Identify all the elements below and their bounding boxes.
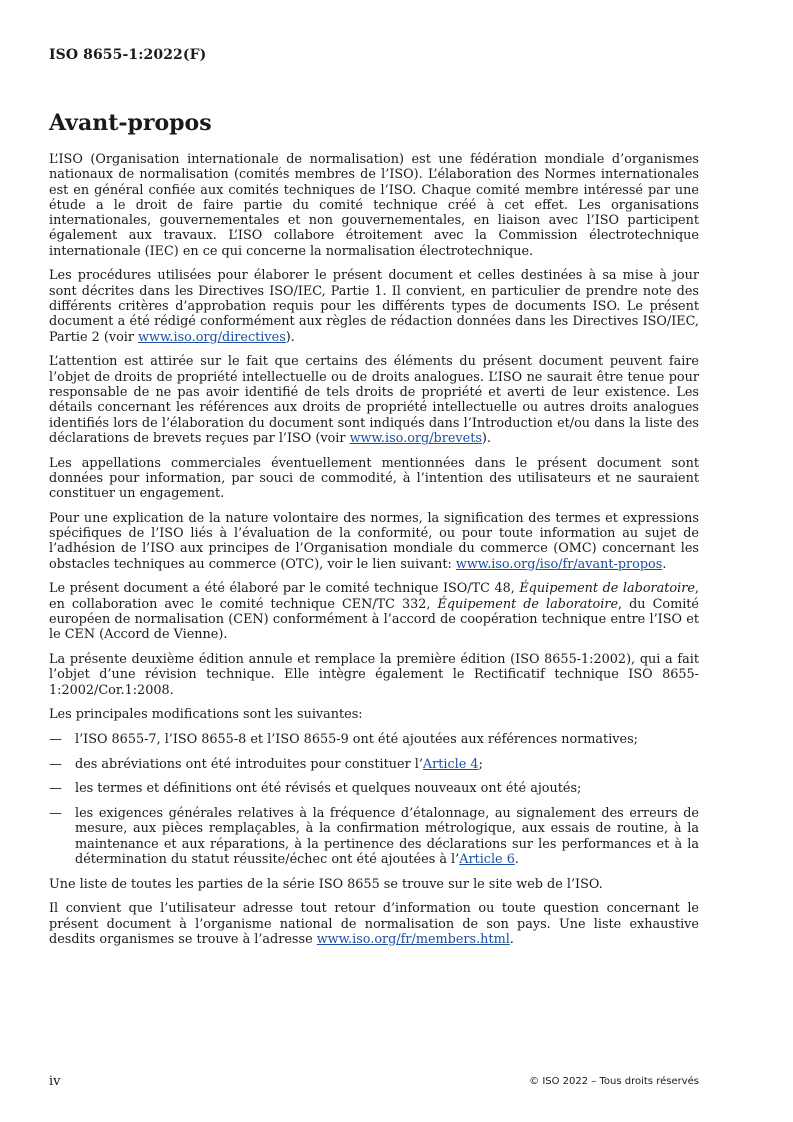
committee-title: Équipement de laboratoire — [437, 596, 619, 612]
paragraph-feedback — [49, 901, 699, 947]
paragraph-text: , en collaboration avec le comité technique CEN/TC 332, — [49, 581, 699, 612]
article-6-link[interactable]: Article 6 — [459, 851, 515, 867]
list-item-text: l’ISO 8655-7, l’ISO 8655-8 et l’ISO 8655-9 ont été ajoutées aux références normatives; — [75, 731, 638, 747]
paragraph-text: Les procédures utilisées pour élaborer le présent document et celles destinées à sa mise à jour sont décrites dans les Directives ISO/IEC, Partie 1. Il convient, en particulier de prendre note des différents critères d’approbation requis pour les différents types de documents ISO. Le présent document a été rédigé conformément aux règles de rédaction données dans les Directives ISO/IEC, Partie 2 (voir — [49, 268, 699, 345]
article-4-link[interactable]: Article 4 — [422, 756, 479, 772]
paragraph-text: ). — [481, 430, 491, 446]
list-item-text — [75, 806, 699, 867]
dash-bullet: — — [49, 731, 62, 747]
directives-link[interactable]: www.iso.org/directives — [138, 329, 286, 345]
list-item — [49, 757, 699, 772]
patents-link[interactable]: www.iso.org/brevets — [349, 430, 482, 446]
paragraph-text: Pour une explication de la nature volontaire des normes, la signification des termes et expressions spécifiques de l’ISO liés à l’évaluation de la conformité, ou pour toute information au sujet de l’adhésion de l’ISO aux principes de l’Organisation mondiale du commerce (OMC) concernant les obstacles techniques au commerce (OTC), voir le lien suivant: — [49, 510, 699, 572]
paragraph-text: . — [509, 931, 514, 947]
list-item-text: les termes et définitions ont été révisés et quelques nouveaux ont été ajoutés; — [75, 781, 582, 797]
dash-bullet: — — [49, 805, 62, 821]
paragraph-committee — [49, 581, 699, 642]
foreword-body — [49, 152, 699, 957]
list-item-text-part: les exigences générales relatives à la fréquence d’étalonnage, au signalement des erreurs de mesure, aux pièces remplaçables, à la confirmation métrologique, aux essais de routine, à la maintenance et aux réparations, à la pertinence des déclarations sur les performances et à la détermination du statut réussite/échec ont été ajoutées à l’ — [75, 805, 699, 867]
paragraph-text: . — [662, 556, 667, 572]
dash-bullet: — — [49, 756, 62, 772]
list-item — [49, 781, 699, 796]
list-item-text — [75, 757, 699, 772]
list-item-text-part: ; — [478, 756, 483, 772]
list-item — [49, 732, 699, 747]
paragraph-edition: La présente deuxième édition annule et remplace la première édition (ISO 8655-1:2002), qui a fait l’objet d’une révision technique. Elle intègre également le Rectificatif technique ISO 8655-1:2002/Cor.1:2008. — [49, 651, 699, 698]
paragraph-procedures — [49, 268, 699, 344]
committee-title: Équipement de laboratoire — [519, 581, 695, 597]
list-item-text-part: . — [514, 851, 519, 867]
paragraph-text: Il convient que l’utilisateur adresse tout retour d’information ou toute question concernant le présent document à l’organisme national de normalisation de son pays. Une liste exhaustive desdits organismes se trouve à l’adresse — [49, 901, 699, 947]
members-link[interactable]: www.iso.org/fr/members.html — [316, 931, 510, 947]
paragraph-patents — [49, 354, 699, 446]
paragraph-text: Le présent document a été élaboré par le comité technique ISO/TC 48, — [49, 581, 520, 597]
paragraph-changes-intro: Les principales modifications sont les suivantes: — [49, 707, 363, 723]
page-number: iv — [49, 1074, 61, 1089]
paragraph-text: ). — [285, 329, 295, 345]
paragraph-trade-names: Les appellations commerciales éventuellement mentionnées dans le présent document sont données pour information, par souci de commodité, à l’intention des utilisateurs et ne sauraient constituer un engagement. — [49, 455, 699, 502]
list-item — [49, 806, 699, 867]
paragraph-series: Une liste de toutes les parties de la série ISO 8655 se trouve sur le site web de l’ISO. — [49, 876, 603, 892]
document-id: ISO 8655-1:2022(F) — [49, 47, 207, 63]
list-item-text-part: des abréviations ont été introduites pour constituer l’ — [75, 756, 423, 772]
dash-bullet: — — [49, 781, 62, 797]
foreword-link[interactable]: www.iso.org/iso/fr/avant-propos — [455, 556, 663, 572]
paragraph-iso-intro: L’ISO (Organisation internationale de normalisation) est une fédération mondiale d’organismes nationaux de normalisation (comités membres de l’ISO). L’élaboration des Normes internationales est en général confiée aux comités techniques de l’ISO. Chaque comité membre intéressé par une étude a le droit de faire partie du comité technique créé à cet effet. Les organisations internationales, gouvernementales et non gouvernementales, en liaison avec l’ISO participent également aux travaux. L’ISO collabore étroitement avec la Commission électrotechnique internationale (IEC) en ce qui concerne la normalisation électrotechnique. — [49, 152, 699, 259]
paragraph-text: L’attention est attirée sur le fait que certains des éléments du présent document peuvent faire l’objet de droits de propriété intellectuelle ou de droits analogues. L’ISO ne saurait être tenue pour responsable de ne pas avoir identifié de tels droits de propriété et averti de leur existence. Les détails concernant les références aux droits de propriété intellectuelle ou autres droits analogues identifiés lors de l’élaboration du document sont indiqués dans l’Introduction et/ou dans la liste des déclarations de brevets reçues par l’ISO (voir — [49, 354, 699, 446]
page-title: Avant-propos — [49, 110, 212, 136]
paragraph-text: , du Comité européen de normalisation (CEN) conformément à l’accord de coopération technique entre l’ISO et le CEN (Accord de Vienne). — [49, 596, 700, 643]
copyright-notice: © ISO 2022 – Tous droits réservés — [529, 1076, 699, 1087]
paragraph-voluntary-nature — [49, 511, 699, 572]
